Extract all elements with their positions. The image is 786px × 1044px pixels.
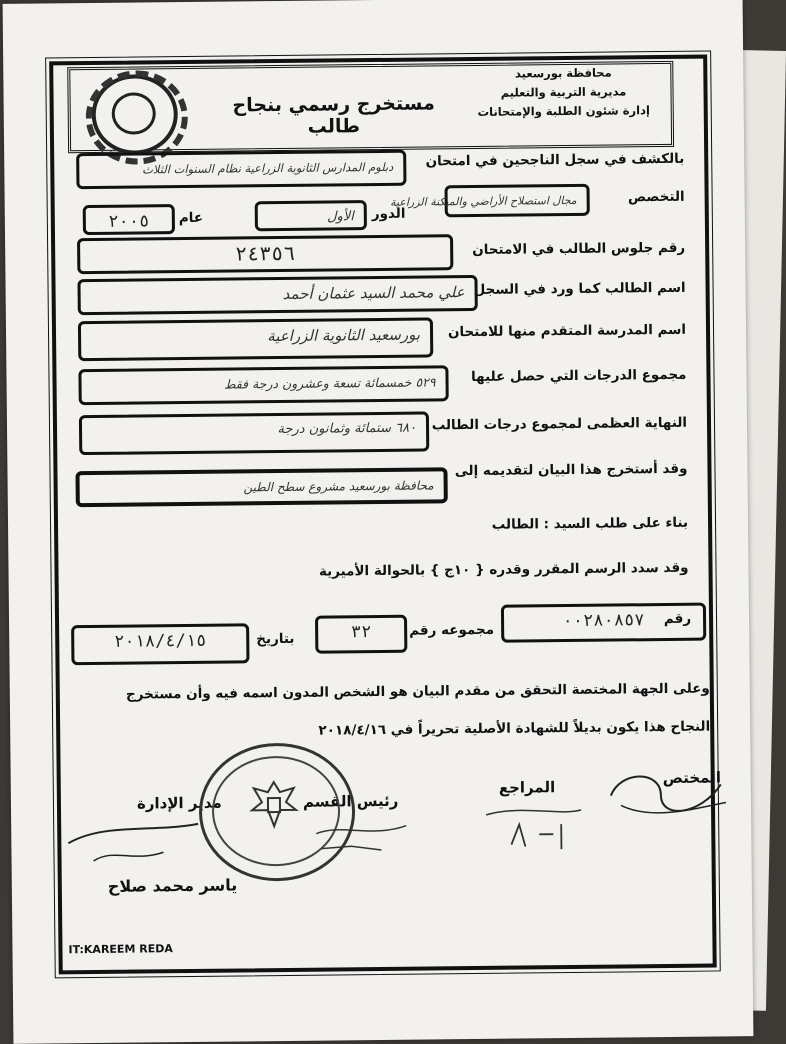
authority-department: إدارة شئون الطلبة والإمتحانات bbox=[477, 103, 650, 119]
year-label: عام bbox=[178, 209, 204, 227]
fee-line: وقد سدد الرسم المقرر وقدره { ١٠ج } بالحوالة الأميرية bbox=[318, 559, 689, 580]
group-value: ٣٢ bbox=[315, 615, 407, 654]
total-score-value: ٥٢٩ خمسمائة تسعة وعشرون درجة فقط bbox=[78, 365, 448, 405]
director-name: ياسر محمد صلاح bbox=[107, 875, 238, 896]
reviewer-label: المراجع bbox=[498, 778, 556, 797]
emblem-logo bbox=[91, 74, 178, 155]
specialization-label: التخصص bbox=[627, 188, 685, 206]
receipt-value: ٠٠٢٨٠٨٥٧ bbox=[501, 603, 706, 643]
max-score-value: ٦٨٠ ستمائة وثمانون درجة bbox=[79, 411, 429, 455]
seat-value: ٢٤٣٥٦ bbox=[77, 234, 453, 274]
authority-governorate: محافظة بورسعيد bbox=[514, 65, 612, 81]
document-title: مستخرج رسمي بنجاح طالب bbox=[232, 92, 435, 138]
round-value: الأول bbox=[255, 200, 367, 231]
school-value: بورسعيد الثانوية الزراعية bbox=[78, 317, 433, 361]
specialist-label: المختص bbox=[662, 768, 722, 788]
school-label: اسم المدرسة المتقدم منها للامتحان bbox=[447, 321, 687, 341]
section-head-signature bbox=[311, 818, 411, 859]
purpose-value: محافظة بورسعيد مشروع سطح الطين bbox=[75, 467, 447, 507]
student-name-value: علي محمد السيد عثمان أحمد bbox=[77, 275, 477, 315]
date-label: بتاريخ bbox=[256, 630, 295, 648]
group-label: مجموعه رقم bbox=[409, 621, 495, 639]
issuing-authority bbox=[473, 63, 654, 122]
section-head-label: رئيس القسم bbox=[302, 791, 399, 811]
student-name-label: اسم الطالب كما ورد في السجل bbox=[473, 279, 686, 298]
exam-value: دبلوم المدارس الثانوية الزراعية نظام السنوات الثلاث bbox=[76, 150, 406, 189]
director-signature bbox=[63, 812, 204, 873]
emblem-center-icon bbox=[112, 92, 156, 134]
eagle-emblem-icon bbox=[246, 776, 303, 833]
seat-label: رقم جلوس الطالب في الامتحان bbox=[472, 239, 686, 258]
round-label: الدور bbox=[371, 205, 406, 223]
reviewer-signature bbox=[481, 804, 592, 865]
authority-directorate: مديرية التربية والتعليم bbox=[500, 84, 627, 100]
verification-note-line1: وعلى الجهة المختصة التحقق من مقدم البيان هو الشخص المدون اسمه فيه وأن مستخرج bbox=[125, 680, 710, 703]
purpose-label: وقد أستخرج هذا البيان لتقديمه إلى bbox=[454, 460, 688, 480]
director-label: مدير الإدارة bbox=[136, 793, 222, 813]
year-value: ٢٠٠٥ bbox=[83, 204, 175, 235]
max-score-label: النهاية العظمى لمجموع درجات الطالب bbox=[431, 414, 688, 434]
receipt-label: رقم bbox=[663, 610, 692, 628]
footer-credit: IT:KAREEM REDA bbox=[68, 942, 173, 957]
total-score-label: مجموع الدرجات التي حصل عليها bbox=[470, 366, 687, 386]
exam-label: بالكشف في سجل الناجحين في امتحان bbox=[425, 150, 685, 170]
request-line: بناء على طلب السيد : الطالب bbox=[491, 514, 689, 533]
specialist-signature bbox=[601, 764, 732, 825]
specialization-value: مجال استصلاح الأراضي والميكنة الزراعية bbox=[444, 184, 589, 218]
verification-note-line2: النجاح هذا يكون بديلاً للشهادة الأصلية تحريراً في ٢٠١٨/٤/١٦ bbox=[318, 718, 711, 739]
certificate-paper bbox=[3, 0, 754, 1044]
date-value: ٢٠١٨/٤/١٥ bbox=[71, 623, 249, 665]
